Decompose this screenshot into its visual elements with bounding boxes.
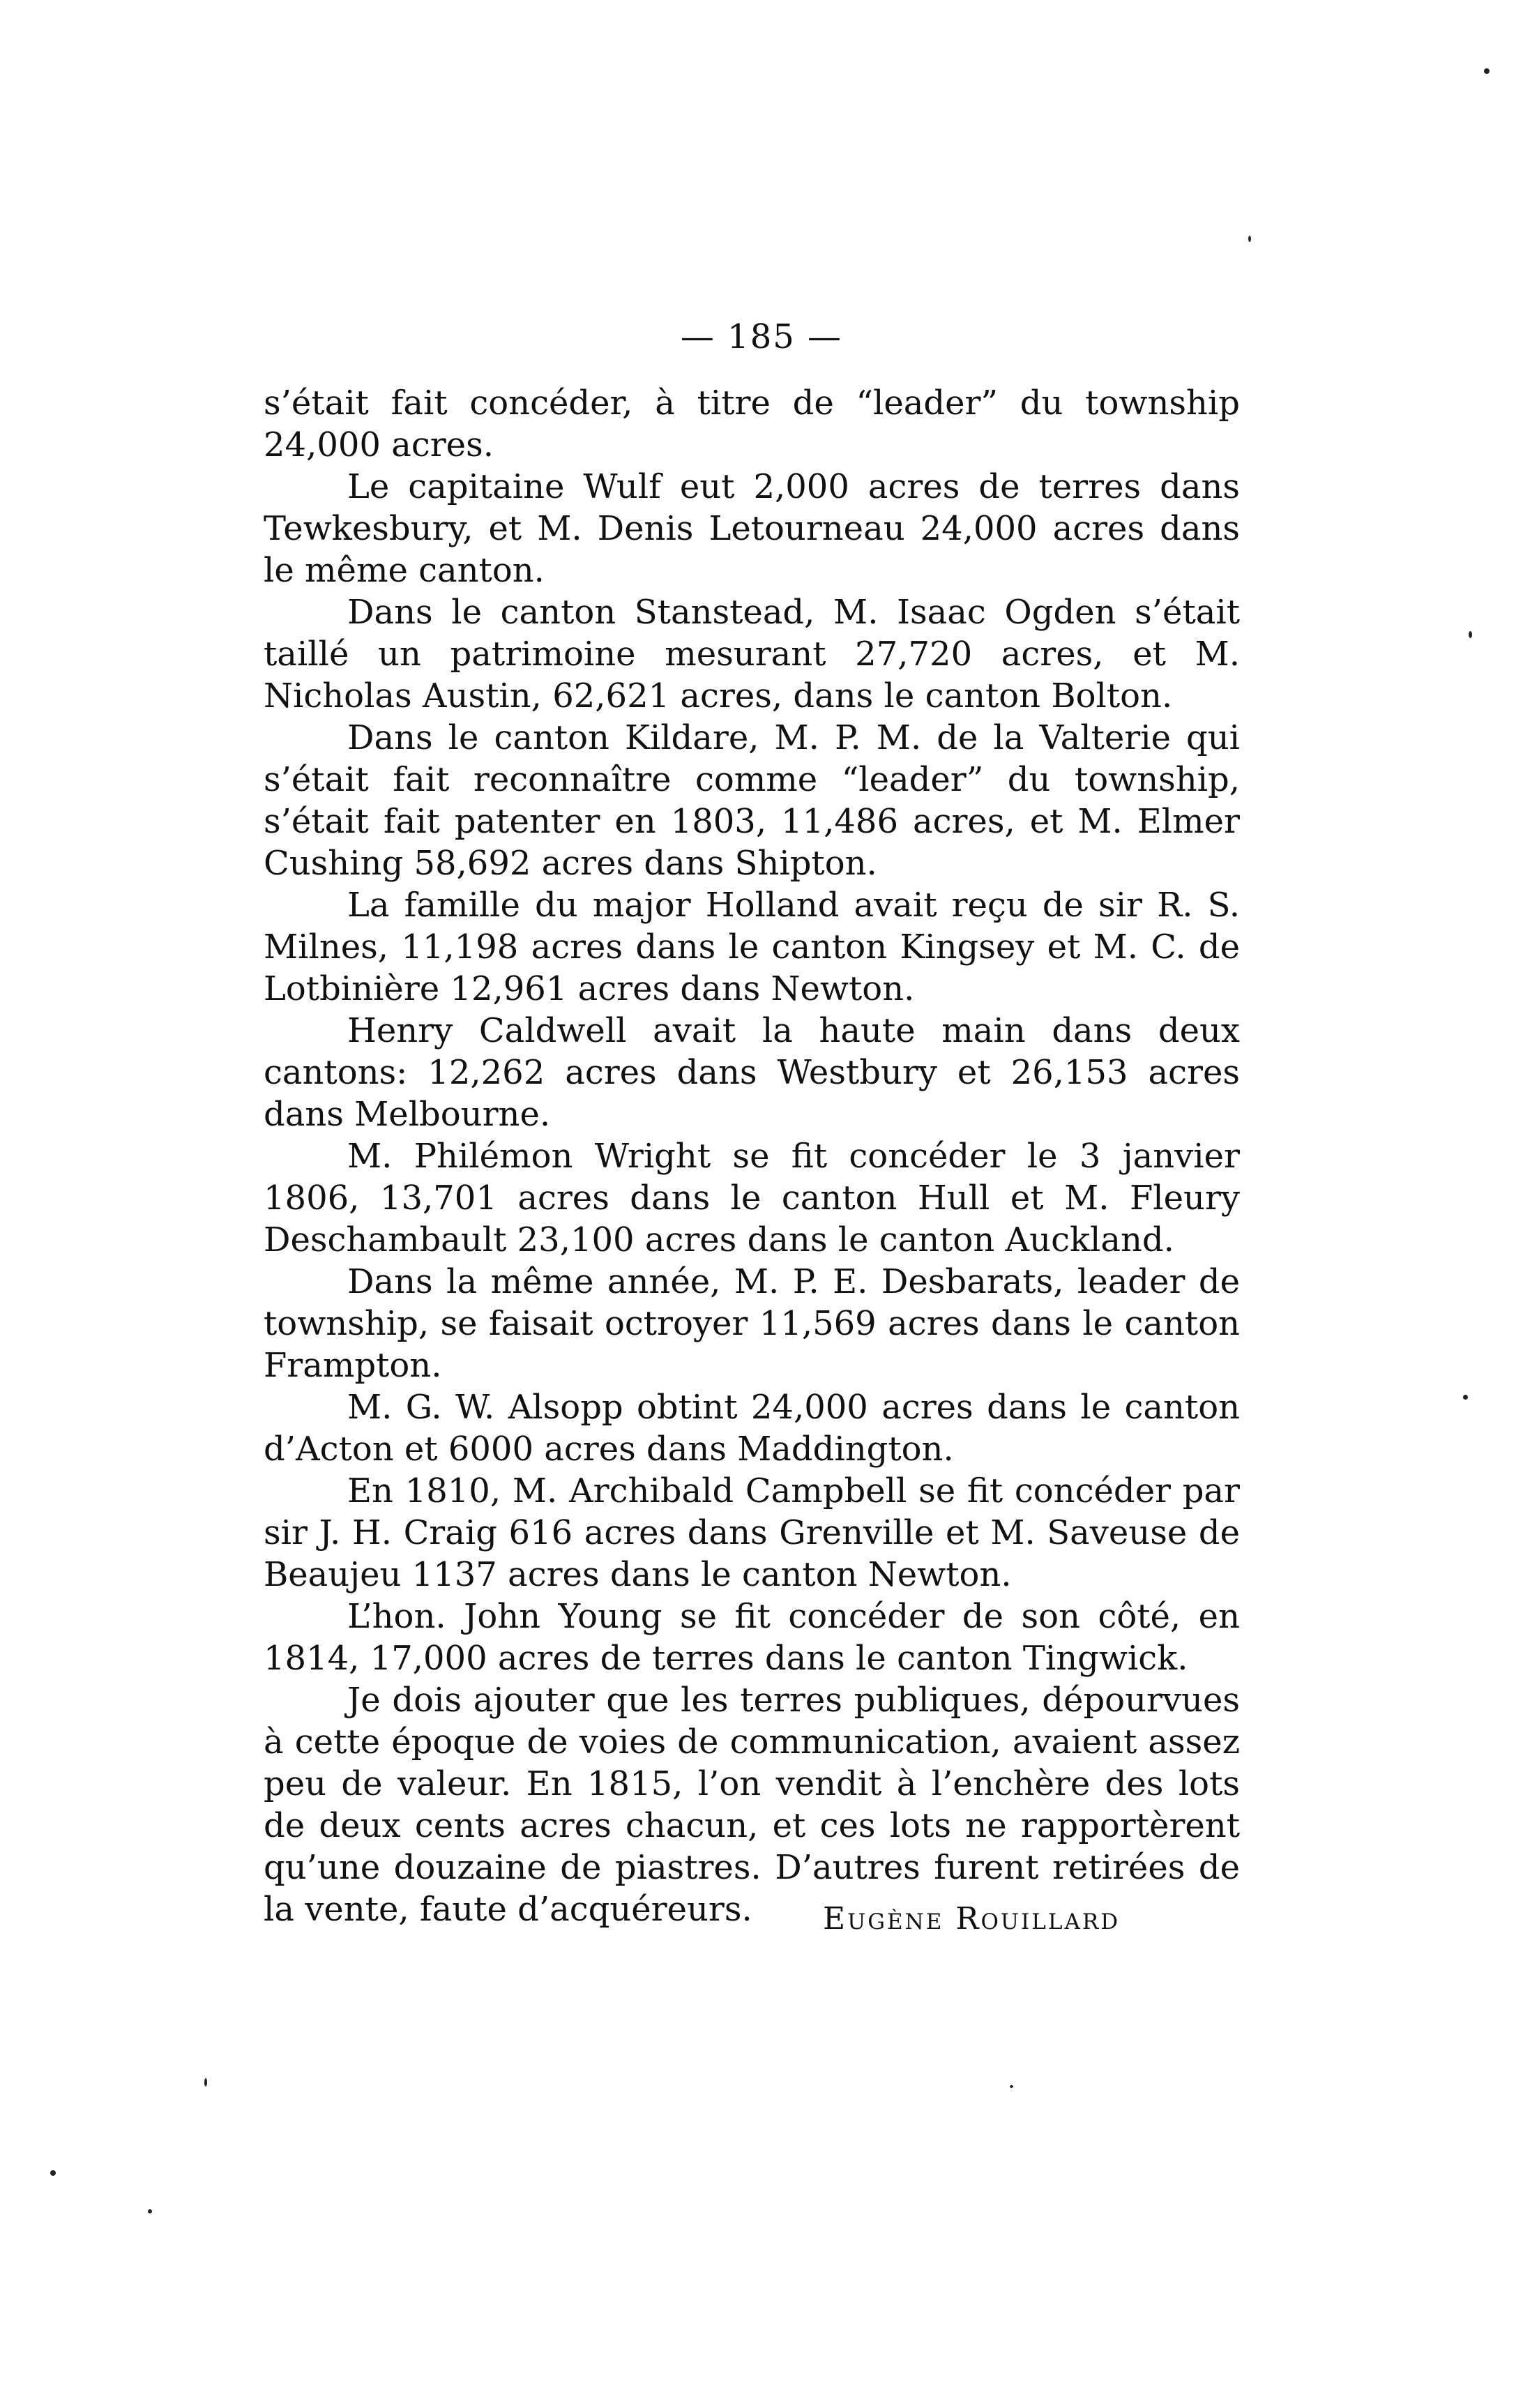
body-text — [264, 382, 1240, 1930]
paragraph: La famille du major Holland avait reçu de sir R. S. Milnes, 11,198 acres dans le canton Kingsey et M. C. de Lotbinière 12,961 acres dans Newton. — [264, 886, 1240, 1008]
paragraph: Dans le canton Kildare, M. P. M. de la Valterie qui s’était fait reconnaître comme “leader” du township, s’était fait patenter en 1803, 11,486 acres, et M. Elmer Cushing 58,692 acres dans Shipton. — [264, 718, 1240, 883]
scan-speck — [1469, 631, 1472, 638]
paragraph: M. Philémon Wright se fit concéder le 3 janvier 1806, 13,701 acres dans le canton Hull et M. Fleury Deschambault 23,100 acres dans le canton Auckland. — [264, 1137, 1240, 1259]
paragraph: Henry Caldwell avait la haute main dans deux cantons: 12,262 acres dans Westbury et 26,153 acres dans Melbourne. — [264, 1011, 1240, 1134]
paragraph: En 1810, M. Archibald Campbell se fit concéder par sir J. H. Craig 616 acres dans Grenville et M. Saveuse de Beaujeu 1137 acres dans le canton Newton. — [264, 1471, 1240, 1594]
page-number: — 185 — — [680, 317, 843, 356]
paragraph: Dans la même année, M. P. E. Desbarats, leader de township, se faisait octroyer 11,569 acres dans le canton Frampton. — [264, 1262, 1240, 1385]
scan-speck — [1010, 2085, 1013, 2088]
scan-speck — [1463, 1395, 1468, 1400]
paragraph: Dans le canton Stanstead, M. Isaac Ogden s’était taillé un patrimoine mesurant 27,720 acres, et M. Nicholas Austin, 62,621 acres, dans le canton Bolton. — [264, 593, 1240, 715]
paragraph: Le capitaine Wulf eut 2,000 acres de terres dans Tewkesbury, et M. Denis Letourneau 24,000 acres dans le même canton. — [264, 467, 1240, 590]
scan-speck — [204, 2078, 207, 2087]
paragraph: M. G. W. Alsopp obtint 24,000 acres dans le canton d’Acton et 6000 acres dans Maddington. — [264, 1388, 1240, 1469]
paragraph: s’était fait concéder, à titre de “leader” du township 24,000 acres. — [264, 384, 1240, 464]
scan-speck — [50, 2170, 56, 2176]
paragraph: Je dois ajouter que les terres publiques, dépourvues à cette époque de voies de communication, avaient assez peu de valeur. En 1815, l’on vendit à l’enchère des lots de deux cents acres chacun, et ces lots ne rapportèrent qu’une douzaine de piastres. D’autres furent retirées de la vente, faute d’acquéreurs. — [264, 1681, 1240, 1929]
scan-speck — [1248, 236, 1251, 242]
author-signature: Eugène Rouillard — [823, 1901, 1121, 1937]
paragraph: L’hon. John Young se fit concéder de son côté, en 1814, 17,000 acres de terres dans le canton Tingwick. — [264, 1597, 1240, 1678]
scan-speck — [1484, 68, 1490, 74]
scan-speck — [148, 2209, 152, 2213]
